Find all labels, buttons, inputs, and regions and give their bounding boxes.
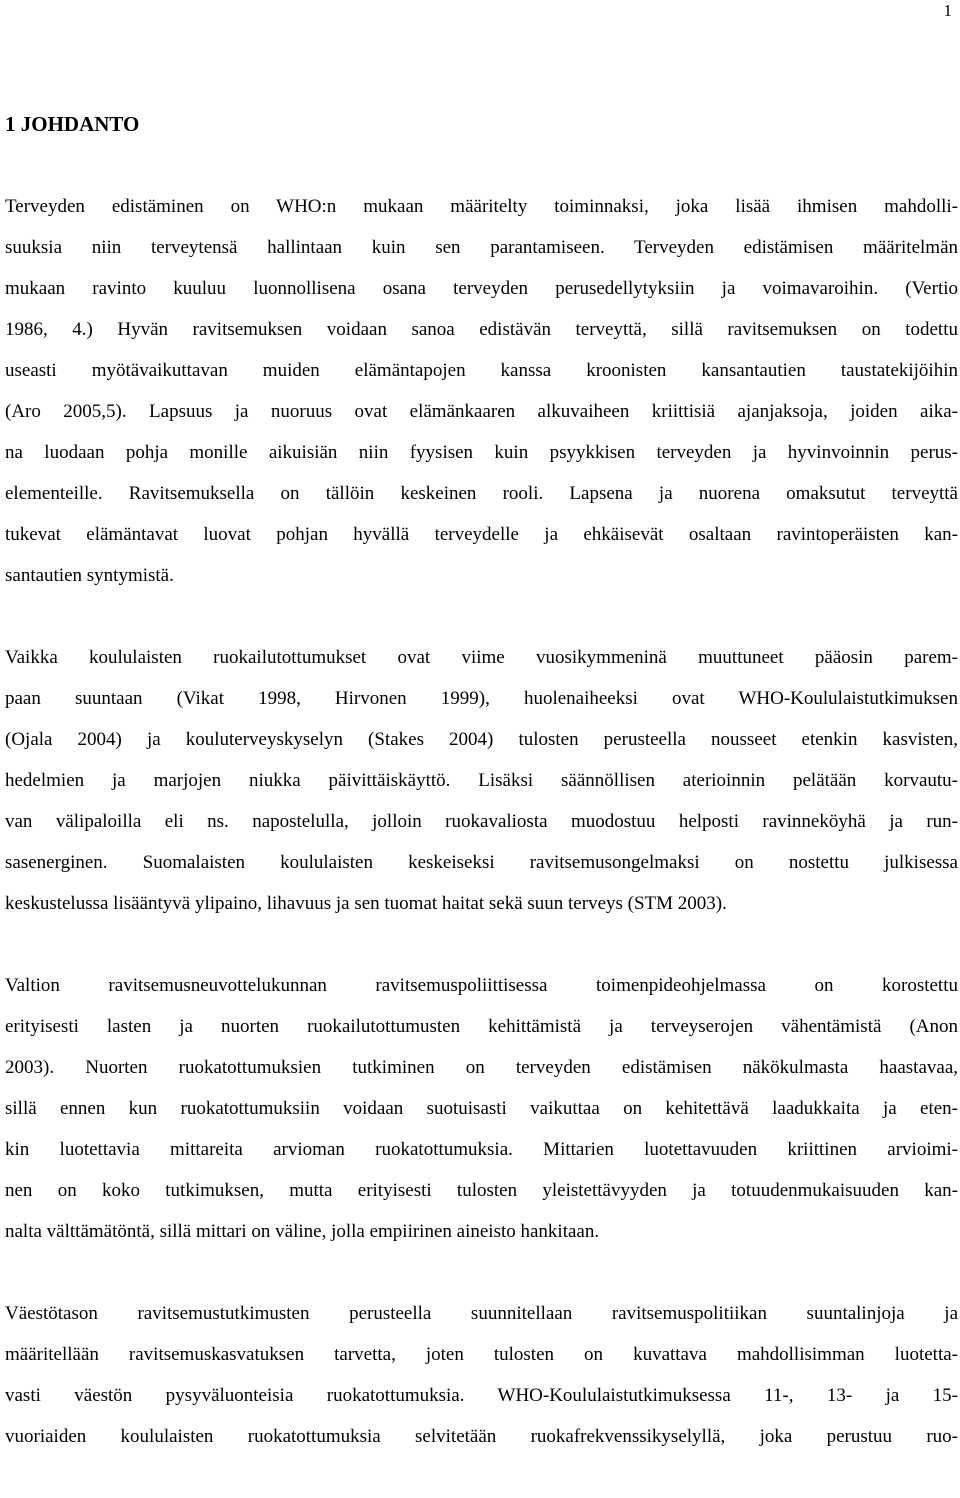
text-line: erityisesti lasten ja nuorten ruokailutottumusten kehittämistä ja terveyserojen vähentämistä (Anon: [5, 1016, 958, 1037]
text-line: hedelmien ja marjojen niukka päivittäiskäyttö. Lisäksi säännöllisen aterioinnin pelätään korvautu-: [5, 770, 958, 791]
text-line: nalta välttämätöntä, sillä mittari on väline, jolla empiirinen aineisto hankitaan.: [5, 1221, 600, 1242]
text-line: elementeille. Ravitsemuksella on tällöin keskeinen rooli. Lapsena ja nuorena omaksutut terveyttä: [5, 483, 958, 504]
text-line: useasti myötävaikuttavan muiden elämäntapojen kanssa kroonisten kansantautien taustatekijöihin: [5, 360, 958, 381]
text-line: Terveyden edistäminen on WHO:n mukaan määritelty toiminnaksi, joka lisää ihmisen mahdolli-: [5, 196, 958, 217]
text-line: tukevat elämäntavat luovat pohjan hyvällä terveydelle ja ehkäisevät osaltaan ravintoperäisten kan-: [5, 524, 958, 545]
text-line: paan suuntaan (Vikat 1998, Hirvonen 1999), huolenaiheeksi ovat WHO-Koululaistutkimuksen: [5, 688, 958, 709]
text-line: 2003). Nuorten ruokatottumuksien tutkiminen on terveyden edistämisen näkökulmasta haastavaa,: [5, 1057, 958, 1078]
text-line: sasenerginen. Suomalaisten koululaisten keskeiseksi ravitsemusongelmaksi on nostettu julkisessa: [5, 852, 958, 873]
text-line: mukaan ravinto kuuluu luonnollisena osana terveyden perusedellytyksiin ja voimavaroihin. (Vertio: [5, 278, 958, 299]
text-line: 1986, 4.) Hyvän ravitsemuksen voidaan sanoa edistävän terveyttä, sillä ravitsemuksen on todettu: [5, 319, 958, 340]
chapter-heading: 1 JOHDANTO: [5, 112, 140, 136]
text-line: santautien syntymistä.: [5, 565, 174, 586]
text-line: keskustelussa lisääntyvä ylipaino, lihavuus ja sen tuomat haitat sekä suun terveys (STM 2003).: [5, 893, 727, 914]
page-number: 1: [943, 1, 952, 20]
text-line: kin luotettavia mittareita arvioman ruokatottumuksia. Mittarien luotettavuuden kriittinen arvioimi-: [5, 1139, 958, 1160]
text-line: na luodaan pohja monille aikuisiän niin fyysisen kuin psyykkisen terveyden ja hyvinvoinnin perus-: [5, 442, 958, 463]
text-line: van välipaloilla eli ns. napostelulla, jolloin ruokavaliosta muodostuu helposti ravinneköyhä ja run-: [5, 811, 958, 832]
text-line: määritellään ravitsemuskasvatuksen tarvetta, joten tulosten on kuvattava mahdollisimman luotetta-: [5, 1344, 958, 1365]
paragraph-4: [5, 1293, 958, 1457]
paragraph-2: [5, 637, 958, 924]
text-line: Väestötason ravitsemustutkimusten perusteella suunnitellaan ravitsemuspolitiikan suuntalinjoja ja: [5, 1303, 958, 1324]
paragraph-1: [5, 186, 958, 596]
text-line: Valtion ravitsemusneuvottelukunnan ravitsemuspoliittisessa toimenpideohjelmassa on korostettu: [5, 975, 958, 996]
text-line: nen on koko tutkimuksen, mutta erityisesti tulosten yleistettävyyden ja totuudenmukaisuuden kan-: [5, 1180, 958, 1201]
paragraph-3: [5, 965, 958, 1252]
text-line: vasti väestön pysyväluonteisia ruokatottumuksia. WHO-Koululaistutkimuksessa 11-, 13- ja 15-: [5, 1385, 958, 1406]
text-line: Vaikka koululaisten ruokailutottumukset ovat viime vuosikymmeninä muuttuneet pääosin parem-: [5, 647, 958, 668]
text-line: (Aro 2005,5). Lapsuus ja nuoruus ovat elämänkaaren alkuvaiheen kriittisiä ajanjaksoja, joiden aika-: [5, 401, 958, 422]
text-line: (Ojala 2004) ja kouluterveyskyselyn (Stakes 2004) tulosten perusteella nousseet etenkin kasvisten,: [5, 729, 958, 750]
text-line: sillä ennen kun ruokatottumuksiin voidaan suotuisasti vaikuttaa on kehitettävä laadukkaita ja eten-: [5, 1098, 958, 1119]
text-line: vuoriaiden koululaisten ruokatottumuksia selvitetään ruokafrekvenssikyselyllä, joka perustuu ruo-: [5, 1426, 958, 1447]
text-line: suuksia niin terveytensä hallintaan kuin sen parantamiseen. Terveyden edistämisen määritelmän: [5, 237, 958, 258]
body-text: [5, 186, 958, 1498]
